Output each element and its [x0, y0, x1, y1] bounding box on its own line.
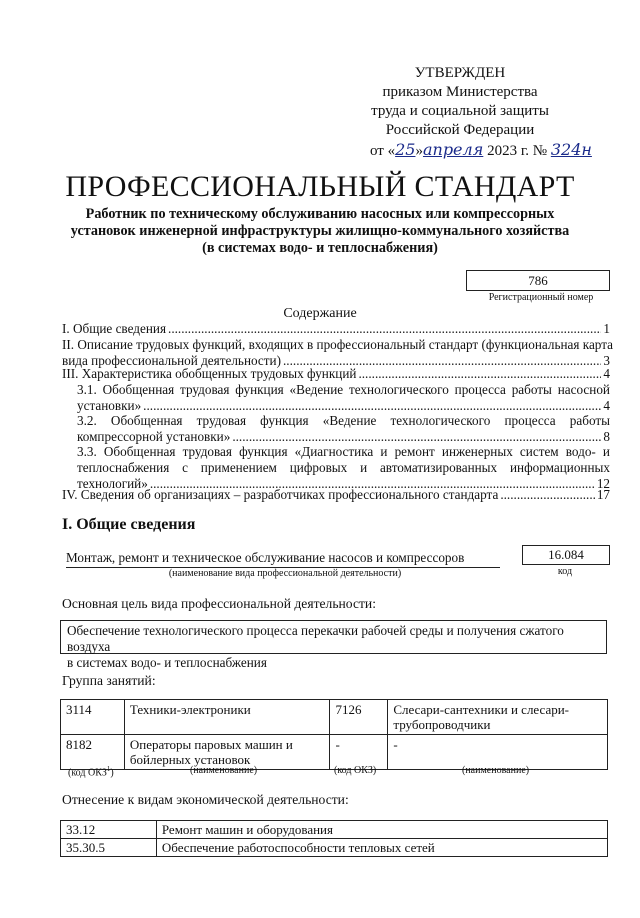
toc-item-3-1[interactable]: [77, 382, 610, 414]
occupation-table: [60, 699, 608, 770]
toc-item-text: I. Общие сведения: [62, 321, 167, 336]
date-quote: »: [415, 143, 423, 159]
goal-text: в системах водо- и теплоснабжения: [67, 655, 267, 670]
okved-name: Ремонт машин и оборудования: [156, 821, 607, 839]
toc-item-text: III. Характеристика обобщенных трудовых функций: [62, 366, 357, 381]
approval-date-line: [370, 140, 590, 161]
okved-code: 33.12: [61, 821, 157, 839]
section-title: I. Общие сведения: [62, 516, 196, 533]
toc-item-2[interactable]: [62, 337, 613, 369]
okz-code: 8182: [61, 735, 125, 770]
approval-line: труда и социальной защиты: [371, 103, 549, 119]
occupation-name-caption: (наименование): [190, 765, 258, 776]
okz-code: -: [330, 735, 388, 770]
document-title: ПРОФЕССИОНАЛЬНЫЙ СТАНДАРТ: [65, 170, 575, 203]
okz-code-caption: [68, 765, 114, 778]
toc-item-text: II. Описание трудовых функций, входящих в профессиональный стандарт (функциональная карта: [62, 337, 613, 352]
toc-item-3-3[interactable]: [77, 444, 610, 491]
toc-item-text: 3.2. Обобщенная трудовая функция «Ведение технологического процесса работы: [77, 413, 610, 428]
okz-code: 7126: [330, 700, 388, 735]
handwritten-day: 25: [395, 140, 416, 159]
occupation-name: Операторы паровых машин и бойлерных установок: [124, 735, 330, 770]
toc-item-3-2[interactable]: [77, 413, 610, 445]
toc-page-number: 12: [596, 475, 610, 491]
toc-item-text: технологий»: [77, 475, 148, 491]
occupation-name: Слесари-сантехники и слесари-трубопроводчики: [388, 700, 608, 735]
toc-page-number: 4: [603, 366, 610, 381]
goal-box: [60, 620, 607, 670]
okved-name: Обеспечение работоспособности тепловых сетей: [156, 839, 607, 857]
occupation-name: -: [388, 735, 608, 770]
activity-code-box: 16.084: [522, 545, 610, 565]
econ-activity-label: Отнесение к видам экономической деятельности:: [62, 792, 349, 807]
activity-name: Монтаж, ремонт и техническое обслуживание насосов и компрессоров: [66, 550, 500, 568]
okz-code: 3114: [61, 700, 125, 735]
toc-page-number: 3: [603, 352, 610, 368]
toc-item-text: компрессорной установки»: [77, 428, 231, 444]
goal-label: Основная цель вида профессиональной деятельности:: [62, 596, 376, 611]
toc-item-text: теплоснабжения с применением цифровых и автоматизированных информационных: [77, 459, 610, 475]
table-row: [61, 821, 608, 839]
okved-code: 35.30.5: [61, 839, 157, 857]
toc-item-3[interactable]: [62, 366, 610, 382]
subtitle-line: Работник по техническому обслуживанию насосных или компрессорных: [85, 206, 555, 222]
toc-page-number: 8: [603, 428, 610, 444]
subtitle-line: (в системах водо- и теплоснабжения): [202, 240, 438, 256]
toc-item-text: 3.1. Обобщенная трудовая функция «Ведение технологического процесса работы насосной: [77, 382, 610, 397]
footnote-mark: 1: [106, 765, 111, 773]
approval-line: Российской Федерации: [385, 122, 535, 138]
handwritten-month: апреля: [422, 140, 484, 159]
table-row: [61, 700, 608, 735]
toc-item-text: вида профессиональной деятельности): [62, 352, 281, 368]
toc-page-number: 1: [603, 321, 610, 336]
approval-line: УТВЕРЖДЕН: [414, 65, 506, 81]
goal-text: Обеспечение технологического процесса перекачки рабочей среды и получения сжатого воздуха: [67, 623, 564, 654]
okz-code-caption: (код ОКЗ): [334, 765, 377, 776]
occupation-group-label: Группа занятий:: [62, 673, 156, 688]
activity-caption: (наименование вида профессиональной деятельности): [168, 568, 402, 579]
document-subtitle: [40, 206, 600, 257]
toc-page-number: 4: [603, 397, 610, 413]
occupation-name: Техники-электроники: [124, 700, 330, 735]
code-caption: код: [557, 566, 573, 577]
toc-item-text: 3.3. Обобщенная трудовая функция «Диагностика и ремонт инженерных систем водо- и: [77, 444, 610, 459]
registration-number-box: 786: [466, 270, 610, 291]
toc-item-text: IV. Сведения об организациях – разработчиках профессионального стандарта: [62, 487, 499, 502]
toc-item-4[interactable]: [62, 487, 610, 503]
table-row: [61, 839, 608, 857]
toc-item-text: установки»: [77, 397, 142, 413]
registration-number-label: Регистрационный номер: [488, 292, 594, 303]
econ-activity-table: [60, 820, 608, 857]
date-year: 2023 г. №: [483, 143, 551, 159]
date-prefix: от «: [370, 143, 396, 159]
subtitle-line: установок инженерной инфраструктуры жилищно-коммунального хозяйства: [70, 223, 570, 239]
caption-text: ): [110, 767, 114, 779]
occupation-name-caption: (наименование): [462, 765, 530, 776]
caption-text: (код ОКЗ: [68, 767, 107, 779]
approval-block: [330, 64, 590, 161]
toc-item-1[interactable]: [62, 321, 610, 337]
approval-line: приказом Министерства: [382, 84, 538, 100]
toc-page-number: 17: [596, 487, 610, 502]
toc-heading: Содержание: [283, 306, 357, 321]
handwritten-number: 324н: [550, 140, 592, 159]
